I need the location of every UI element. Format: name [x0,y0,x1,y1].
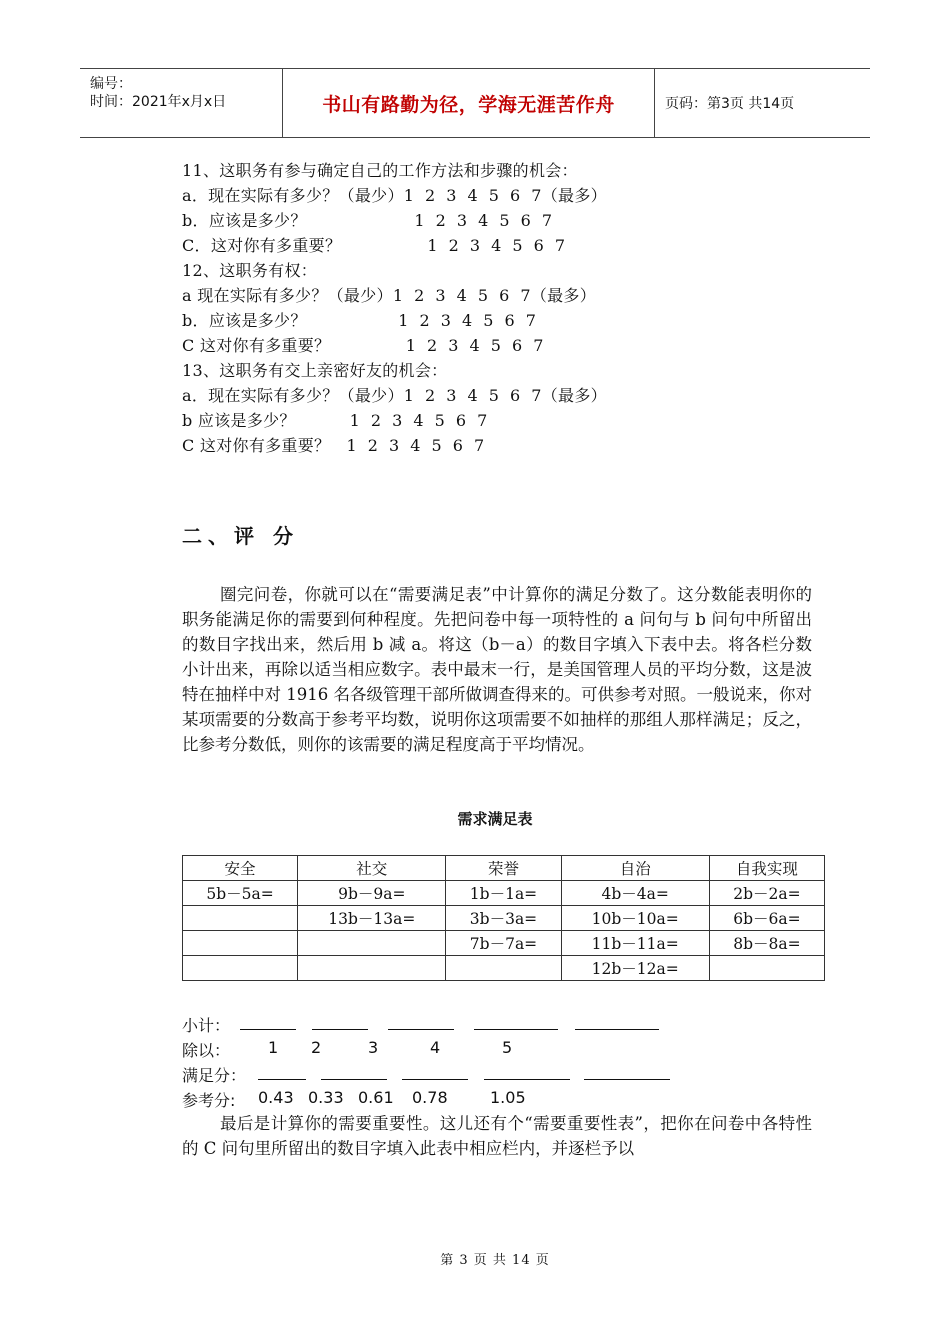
reference-value: 0.33 [308,1088,344,1107]
section-heading: 二、评 分 [182,524,299,548]
question-line: a．现在实际有多少？（最少）1 2 3 4 5 6 7（最多） [182,186,607,205]
page-header [80,68,870,138]
satisfaction-blank [402,1065,468,1080]
question-line: 13、这职务有交上亲密好友的机会： [182,361,448,380]
table-cell [709,956,824,981]
number-label: 编号： [90,76,132,92]
scoring-paragraph: 圈完问卷，你就可以在“需要满足表”中计算你的满足分数了。这分数能表明你的职务能满足你的需要到何种程度。先把问卷中每一项特性的 a 问句与 b 问句中所留出的数目字找出来，然后用 b 减 a。将这（b－a）的数目字填入下表中去。将各栏分数小计出来，再除以适当相应数字。表中最末一行，是美国管理人员的平均分数，这是波特在抽样中对 1916 名各级管理干部所做调查得来的。可供参考对照。一般说来，你对某项需要的分数高于参考平均数，说明你这项需要不如抽样的那组人那样满足；反之，比参考分数低，则你的该需要的满足程度高于平均情况。 [182,585,812,754]
need-satisfaction-table [182,855,825,981]
satisfaction-blank [258,1065,306,1080]
table-cell: 10b－10a= [561,906,709,931]
divisor-value: 1 [268,1038,279,1057]
question-line: C．这对你有多重要？ 1 2 3 4 5 6 7 [182,236,566,255]
page-number-label: 页码：第3页 共14页 [665,96,795,112]
motto: 书山有路勤为径，学海无涯苦作舟 [322,93,615,116]
table-cell: 13b－13a= [298,906,446,931]
reference-value: 0.78 [412,1088,448,1107]
question-line: b．应该是多少？ 1 2 3 4 5 6 7 [182,311,537,330]
table-cell [183,906,298,931]
table-header-row [183,856,825,881]
subtotal-blank [388,1015,454,1030]
question-line: b．应该是多少？ 1 2 3 4 5 6 7 [182,211,553,230]
satisfaction-label: 满足分： [182,1066,247,1085]
column-header: 荣誉 [446,856,561,881]
column-header: 自治 [561,856,709,881]
satisfaction-blank [321,1065,387,1080]
table-row [183,881,825,906]
table-cell: 4b－4a= [561,881,709,906]
subtotal-blank [240,1015,296,1030]
table-cell: 7b－7a= [446,931,561,956]
divisor-value: 4 [430,1038,441,1057]
divisor-value: 2 [311,1038,322,1057]
subtotal-blank [312,1015,368,1030]
reference-label: 参考分: [182,1091,236,1110]
divisor-value: 5 [502,1038,513,1057]
satisfaction-blank [484,1065,570,1080]
table-cell: 12b－12a= [561,956,709,981]
reference-value: 0.61 [358,1088,394,1107]
question-line: 11、这职务有参与确定自己的工作方法和步骤的机会： [182,161,578,180]
header-page-cell [655,69,870,137]
reference-value: 0.43 [258,1088,294,1107]
table-cell: 11b－11a= [561,931,709,956]
satisfaction-blank [584,1065,670,1080]
page-footer: 第 3 页 共 14 页 [440,1253,550,1268]
table-cell: 2b－2a= [709,881,824,906]
table-title: 需求满足表 [457,810,533,828]
question-line: 12、这职务有权： [182,261,318,280]
question-line: C 这对你有多重要？ 1 2 3 4 5 6 7 [182,336,544,355]
question-line: a 现在实际有多少？（最少）1 2 3 4 5 6 7（最多） [182,286,597,305]
header-meta [80,69,283,137]
table-cell: 3b－3a= [446,906,561,931]
table-cell: 6b－6a= [709,906,824,931]
reference-value: 1.05 [490,1088,526,1107]
table-cell [446,956,561,981]
header-motto-cell [283,69,655,137]
table-cell: 9b－9a= [298,881,446,906]
subtotal-label: 小计： [182,1016,231,1035]
divide-label: 除以： [182,1041,231,1060]
table-row [183,956,825,981]
table-row [183,906,825,931]
table-cell [183,931,298,956]
column-header: 自我实现 [709,856,824,881]
column-header: 社交 [298,856,446,881]
question-line: b 应该是多少？ 1 2 3 4 5 6 7 [182,411,488,430]
table-cell [183,956,298,981]
table-cell: 5b－5a= [183,881,298,906]
divisor-value: 3 [368,1038,379,1057]
time-label: 时间：2021年x月x日 [90,94,227,110]
question-line: a．现在实际有多少？（最少）1 2 3 4 5 6 7（最多） [182,386,607,405]
importance-paragraph: 最后是计算你的需要重要性。这儿还有个“需要重要性表”，把你在问卷中各特性的 C 问句里所留出的数目字填入此表中相应栏内，并逐栏予以 [182,1114,812,1158]
subtotal-blank [575,1015,659,1030]
table-cell: 1b－1a= [446,881,561,906]
table-row [183,931,825,956]
subtotal-blank [474,1015,558,1030]
table-cell [298,931,446,956]
question-line: C 这对你有多重要？ 1 2 3 4 5 6 7 [182,436,485,455]
column-header: 安全 [183,856,298,881]
table-cell [298,956,446,981]
table-cell: 8b－8a= [709,931,824,956]
